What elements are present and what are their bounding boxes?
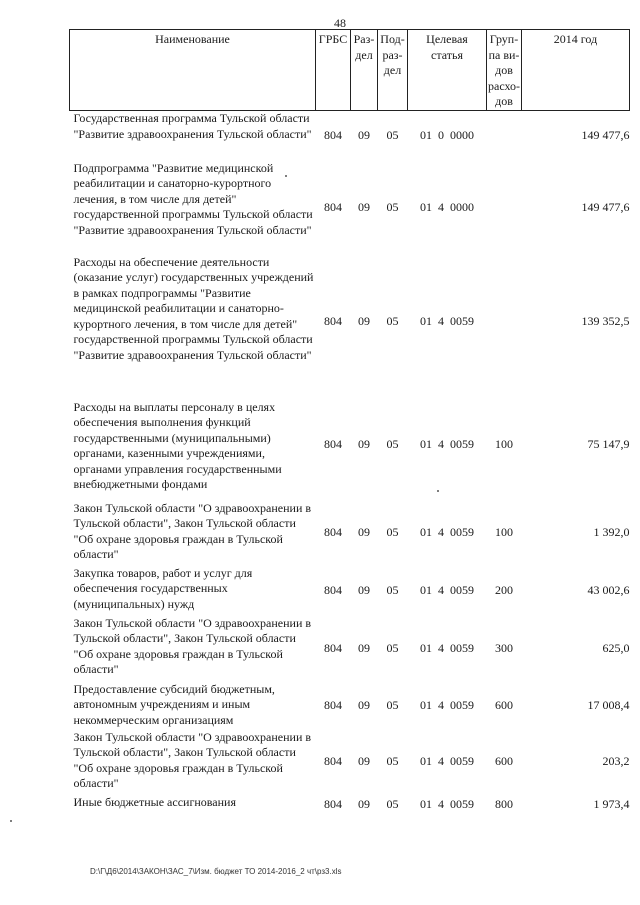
row-name: Государственная программа Тульской области "Развитие здравоохранения Тульской области" bbox=[73, 111, 312, 141]
row-amount: 17 008,4 bbox=[587, 697, 630, 712]
row-name: Расходы на обеспечение деятельности (оказание услуг) государственных учреждений в рамках подпрограммы "Развитие медицинской реабилитации и санаторно-курортного лечения, в том числе для детей" государственной программы Тульской области "Развитие здравоохранения Тульской области" bbox=[73, 254, 314, 362]
budget-table bbox=[69, 29, 630, 815]
row-article: 01 4 0059 bbox=[420, 754, 474, 769]
table-row bbox=[70, 390, 630, 501]
row-article: 01 4 0059 bbox=[420, 437, 474, 452]
row-section: 09 bbox=[358, 128, 370, 142]
scan-speck bbox=[285, 175, 287, 177]
row-article: 01 4 0059 bbox=[420, 582, 474, 597]
row-amount: 43 002,6 bbox=[587, 582, 630, 597]
table-row bbox=[70, 111, 630, 161]
row-name: Закон Тульской области "О здравоохранении в Тульской области", Закон Тульской области "Об охране здоровья граждан в Тульской области" bbox=[73, 615, 312, 676]
row-section: 09 bbox=[358, 437, 370, 452]
row-group: 100 bbox=[495, 525, 513, 540]
table-row bbox=[70, 255, 630, 390]
row-section: 09 bbox=[358, 525, 370, 540]
header-name: Наименование bbox=[70, 30, 316, 111]
row-grbs: 804 bbox=[324, 525, 342, 540]
row-subsection: 05 bbox=[386, 199, 399, 214]
header-subsection: Под- раз- дел bbox=[378, 30, 408, 111]
row-group: 100 bbox=[495, 437, 513, 452]
row-grbs: 804 bbox=[324, 796, 342, 811]
row-group: 600 bbox=[495, 754, 513, 769]
table-row bbox=[70, 501, 630, 566]
row-amount: 203,2 bbox=[602, 754, 630, 769]
table-row bbox=[70, 161, 630, 255]
row-amount: 625,0 bbox=[602, 640, 630, 655]
row-group: 200 bbox=[495, 582, 513, 597]
row-grbs: 804 bbox=[324, 640, 342, 655]
header-section: Раз- дел bbox=[351, 30, 378, 111]
row-article: 01 4 0000 bbox=[420, 199, 474, 214]
row-name: Закон Тульской области "О здравоохранении в Тульской области", Закон Тульской области "Об охране здоровья граждан в Тульской области" bbox=[73, 500, 312, 561]
row-section: 09 bbox=[358, 582, 370, 597]
row-group: 300 bbox=[495, 640, 513, 655]
header-article: Целевая статья bbox=[408, 30, 487, 111]
row-section: 09 bbox=[358, 199, 370, 214]
footer-file-path: D:\Г\Д6\2014\ЗАКОН\ЗАС_7\Изм. бюджет ТО 2014-2016_2 чт\рз3.xls bbox=[90, 867, 342, 876]
row-subsection: 05 bbox=[386, 697, 399, 712]
page-number: 48 bbox=[334, 16, 346, 30]
table-row bbox=[70, 795, 630, 815]
row-group bbox=[487, 111, 522, 161]
row-group: 600 bbox=[495, 697, 513, 712]
row-section: 09 bbox=[358, 796, 370, 811]
row-group bbox=[487, 161, 522, 255]
row-article: 01 0 0000 bbox=[420, 128, 474, 142]
row-group: 800 bbox=[495, 796, 513, 811]
row-subsection: 05 bbox=[386, 640, 399, 655]
table-row bbox=[70, 730, 630, 795]
row-amount: 1 392,0 bbox=[593, 525, 630, 540]
row-amount: 75 147,9 bbox=[587, 437, 630, 452]
row-article: 01 4 0059 bbox=[420, 697, 474, 712]
table-row bbox=[70, 682, 630, 730]
row-name: Расходы на выплаты персоналу в целях обеспечения выполнения функций государственными (муниципальными) органами, казенными учреждениями, органами управления государственными внебюджетными фондами bbox=[73, 399, 282, 491]
row-amount: 139 352,5 bbox=[581, 314, 630, 329]
row-subsection: 05 bbox=[386, 128, 399, 142]
table-header-row bbox=[70, 30, 630, 111]
row-group bbox=[487, 255, 522, 390]
row-article: 01 4 0059 bbox=[420, 640, 474, 655]
row-grbs: 804 bbox=[324, 697, 342, 712]
row-section: 09 bbox=[358, 754, 370, 769]
row-article: 01 4 0059 bbox=[420, 525, 474, 540]
row-amount: 149 477,6 bbox=[581, 199, 630, 214]
header-year: 2014 год bbox=[522, 30, 630, 111]
row-name: Закон Тульской области "О здравоохранении в Тульской области", Закон Тульской области "Об охране здоровья граждан в Тульской области" bbox=[73, 729, 312, 790]
row-grbs: 804 bbox=[324, 199, 342, 214]
row-subsection: 05 bbox=[386, 754, 399, 769]
row-subsection: 05 bbox=[386, 796, 399, 811]
row-section: 09 bbox=[358, 314, 370, 329]
header-grbs: ГРБС bbox=[316, 30, 351, 111]
scan-speck bbox=[437, 490, 439, 492]
row-name: Закупка товаров, работ и услуг для обеспечения государственных (муниципальных) нужд bbox=[73, 565, 253, 611]
row-article: 01 4 0059 bbox=[420, 796, 474, 811]
row-section: 09 bbox=[358, 640, 370, 655]
row-grbs: 804 bbox=[324, 314, 342, 329]
row-subsection: 05 bbox=[386, 525, 399, 540]
row-section: 09 bbox=[358, 697, 370, 712]
row-grbs: 804 bbox=[324, 582, 342, 597]
table-row bbox=[70, 566, 630, 616]
row-grbs: 804 bbox=[324, 128, 342, 142]
row-subsection: 05 bbox=[386, 314, 399, 329]
row-amount: 1 973,4 bbox=[593, 796, 630, 811]
row-article: 01 4 0059 bbox=[420, 314, 474, 329]
header-group: Груп- па ви- дов расхо- дов bbox=[487, 30, 522, 111]
row-subsection: 05 bbox=[386, 582, 399, 597]
table-row bbox=[70, 616, 630, 682]
row-amount: 149 477,6 bbox=[581, 128, 630, 142]
scan-speck bbox=[10, 820, 12, 822]
row-name: Иные бюджетные ассигнования bbox=[73, 794, 236, 809]
row-grbs: 804 bbox=[324, 754, 342, 769]
row-name: Предоставление субсидий бюджетным, автономным учреждениям и иным некоммерческим организациям bbox=[73, 681, 275, 727]
row-name: Подпрограмма "Развитие медицинской реабилитации и санаторно-курортного лечения, в том числе для детей" государственной программы Тульской области "Развитие здравоохранения Тульской области" bbox=[73, 160, 313, 237]
row-grbs: 804 bbox=[324, 437, 342, 452]
row-subsection: 05 bbox=[386, 437, 399, 452]
